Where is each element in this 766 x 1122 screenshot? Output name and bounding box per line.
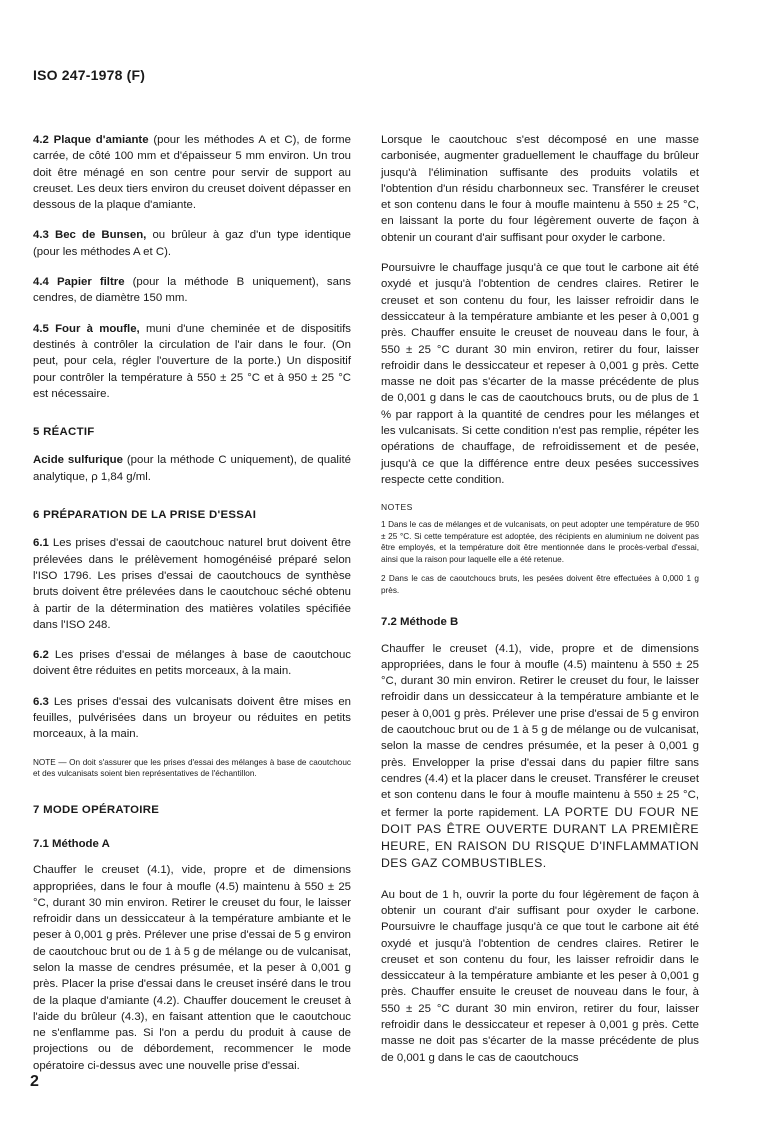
section-4-2-number: 4.2	[33, 134, 49, 146]
section-6-2-text: Les prises d'essai de mélanges à base de caoutchouc doivent être réduites en petits morceaux, à la main.	[33, 649, 351, 678]
left-column	[33, 132, 351, 1088]
section-4-5-text: muni d'une cheminée et de dispositifs destinés à contrôler la circulation de l'air dans le four. (On peut, pour cela, régler l'ouverture de la porte.) Un dispositif pour contrôler la température à 550 ± 25 °C et à 950 ± 25 °C est nécessaire.	[33, 322, 351, 400]
note-6: NOTE — On doit s'assurer que les prises d'essai des mélanges à base de caoutchouc et des vulcanisats soient bien représentatives de l'échantillon.	[33, 757, 351, 779]
section-5-heading: 5 RÉACTIF	[33, 426, 95, 439]
section-6-3	[33, 694, 351, 743]
section-6-1-text: Les prises d'essai de caoutchouc naturel brut doivent être prélevées dans le prélèvement homogénéisé préparé selon l'ISO 1796. Les prises d'essai de caoutchoucs de synthèse bruts doivent être prélevées dans le caoutchouc séché obtenu à partir de la détermination des matières volatiles spécifiée dans l'ISO 248.	[33, 537, 351, 631]
page-number: 2	[30, 1073, 39, 1090]
page-header: ISO 247-1978 (F)	[33, 67, 146, 83]
section-4-4	[33, 274, 351, 307]
paragraph-carbonised: Lorsque le caoutchouc s'est décomposé en une masse carbonisée, augmenter graduellement le chauffage du brûleur jusqu'à l'élimination suffisante des produits volatils et l'obtention d'un résidu charbonneux sec. Transférer le creuset et son contenu dans le four à moufle maintenu à 550 ± 25 °C, en laissant la porte du four légèrement ouverte de façon à obtenir un courant d'air suffisant pour oxyder le carbone.	[381, 134, 699, 244]
paragraph-continue-heating: Poursuivre le chauffage jusqu'à ce que tout le carbone ait été oxydé et jusqu'à l'obtention de cendres claires. Retirer le creuset et son contenu du four, les laisser refroidir dans le dessiccateur à la température ambiante et les peser à 0,001 g près. Chauffer ensuite le creuset de nouveau dans le four, à 550 ± 25 °C durant 30 min environ, retirer du four, laisser refroidir dans le dessiccateur et repeser à 0,001 g près. Cette masse ne doit pas s'écarter de la masse précédente de plus de 0,001 g dans le cas de caoutchoucs bruts, ou de plus de 1 % par rapport à la quantité de cendres pour les mélanges et les vulcanisats. Si cette condition n'est pas remplie, répéter les opérations de chauffage, de refroidissement et de pesée, jusqu'à ce que la différence entre deux pesées successives respecte cette condition.	[381, 262, 699, 486]
section-6-1	[33, 535, 351, 633]
section-4-3-number: 4.3	[33, 229, 49, 242]
section-6-3-text: Les prises d'essai des vulcanisats doivent être mises en feuilles, pulvérisées dans un broyeur ou réduites en petits morceaux, à la main.	[33, 695, 351, 741]
section-7-2-heading: 7.2 Méthode B	[381, 616, 459, 629]
section-4-3-title: Bec de Bunsen,	[54, 229, 147, 242]
section-4-4-title: Papier filtre	[56, 276, 125, 289]
section-4-2	[33, 132, 351, 213]
note-1: 1 Dans le cas de mélanges et de vulcanisats, on peut adopter une température de 950 ± 25 °C. Si cette température est adoptée, des récipients en aluminium ne doivent pas être employés, et la température doit être mentionnée dans le procès-verbal d'essai, ainsi que la raison pour laquelle elle a été retenue.	[381, 520, 699, 564]
section-4-3-text: ou brûleur à gaz d'un type identique (pour les méthodes A et C).	[33, 229, 351, 258]
section-6-heading: 6 PRÉPARATION DE LA PRISE D'ESSAI	[33, 509, 257, 522]
section-4-5	[33, 321, 351, 402]
section-6-3-number: 6.3	[33, 695, 49, 708]
section-4-5-number: 4.5	[33, 322, 49, 335]
section-5	[33, 452, 351, 485]
note-2: 2 Dans le cas de caoutchoucs bruts, les pesées doivent être effectuées à 0,000 1 g près.	[381, 574, 699, 595]
section-4-3	[33, 227, 351, 260]
section-7-heading: 7 MODE OPÉRATOIRE	[33, 803, 160, 816]
section-4-4-text: (pour la méthode B uniquement), sans cendres, de diamètre 150 mm.	[33, 276, 351, 305]
section-7-2	[381, 641, 699, 873]
right-column	[381, 132, 699, 1080]
section-4-2-text: (pour les méthodes A et C), de forme carrée, de côté 100 mm et d'épaisseur 5 mm environ. Un trou doit être ménagé en son centre pour servir de support au creuset. Les deux tiers environ du creuset doivent dépasser en dessous de la plaque d'amiante.	[33, 134, 351, 212]
section-4-4-number: 4.4	[33, 276, 49, 289]
section-7-1-text: Chauffer le creuset (4.1), vide, propre et de dimensions appropriées, dans le four à moufle (4.5) maintenu à 550 ± 25 °C, durant 30 min environ. Retirer le creuset du four, le laisser refroidir dans un dessiccateur à la température ambiante et le peser à 0,001 g près. Prélever une prise d'essai de 5 g environ de caoutchouc brut ou de 1 à 5 g de mélange ou de vulcanisat, selon la masse de cendres présumée, et la peser à 0,001 g près. Placer la prise d'essai dans le creuset inséré dans le trou de la plaque d'amiante (4.2). Chauffer doucement le creuset à l'aide du brûleur (4.3), en faisant attention que le caoutchouc ne s'enflamme pas. Si l'on a perdu du produit à cause de projections ou de débordement, recommencer le mode opératoire ci-dessus avec une nouvelle prise d'essai.	[33, 864, 351, 1072]
section-7-2-warning: LA PORTE DU FOUR NE DOIT PAS ÊTRE OUVERTE DURANT LA PREMIÈRE HEURE, EN RAISON DU RISQUE D'INFLAMMATION DES GAZ COMBUSTIBLES.	[381, 804, 699, 871]
section-4-5-title: Four à moufle,	[55, 322, 140, 335]
section-6-2	[33, 647, 351, 680]
paragraph-after-1h: Au bout de 1 h, ouvrir la porte du four légèrement de façon à obtenir un courant d'air suffisant pour oxyder le carbone. Poursuivre le chauffage jusqu'à ce que tout le carbone ait été oxydé et jusqu'à l'obtention de cendres claires. Retirer le creuset et son contenu du four, les laisser refroidir dans le dessiccateur à la température ambiante et les peser à 0,001 g près. Chauffer ensuite le creuset de nouveau dans le four, à 550 ± 25 °C durant 30 min environ, retirer du four, laisser refroidir dans le dessiccateur et repeser à 0,001 g près. Cette masse ne doit pas s'écarter de la masse précédente de plus de 0,001 g dans le cas de caoutchoucs	[381, 888, 699, 1064]
section-6-1-number: 6.1	[33, 537, 49, 550]
section-7-2-text: Chauffer le creuset (4.1), vide, propre et de dimensions appropriées, dans le four à moufle (4.5) maintenu à 550 ± 25 °C, durant 30 min environ. Retirer le creuset du four, le laisser refroidir dans un dessiccateur à la température ambiante et le peser à 0,001 g près. Prélever une prise d'essai de 5 g environ de caoutchouc brut ou de 1 à 5 g de mélange ou de vulcanisat, selon la masse de cendres présumée, et la peser à 0,001 g près. Envelopper la prise d'essai dans du papier filtre sans cendres (4.4) et la placer dans le creuset. Transférer le creuset et son contenu dans le four à moufle maintenu à 550 ± 25 °C, et fermer la porte rapidement.	[381, 642, 699, 819]
section-7-1-heading: 7.1 Méthode A	[33, 837, 110, 850]
section-5-title: Acide sulfurique	[33, 454, 123, 467]
section-5-text: (pour la méthode C uniquement), de qualité analytique, ρ 1,84 g/ml.	[33, 454, 351, 483]
section-6-2-number: 6.2	[33, 649, 49, 662]
section-4-2-title: Plaque d'amiante	[53, 134, 149, 146]
notes-title: NOTES	[381, 502, 413, 513]
